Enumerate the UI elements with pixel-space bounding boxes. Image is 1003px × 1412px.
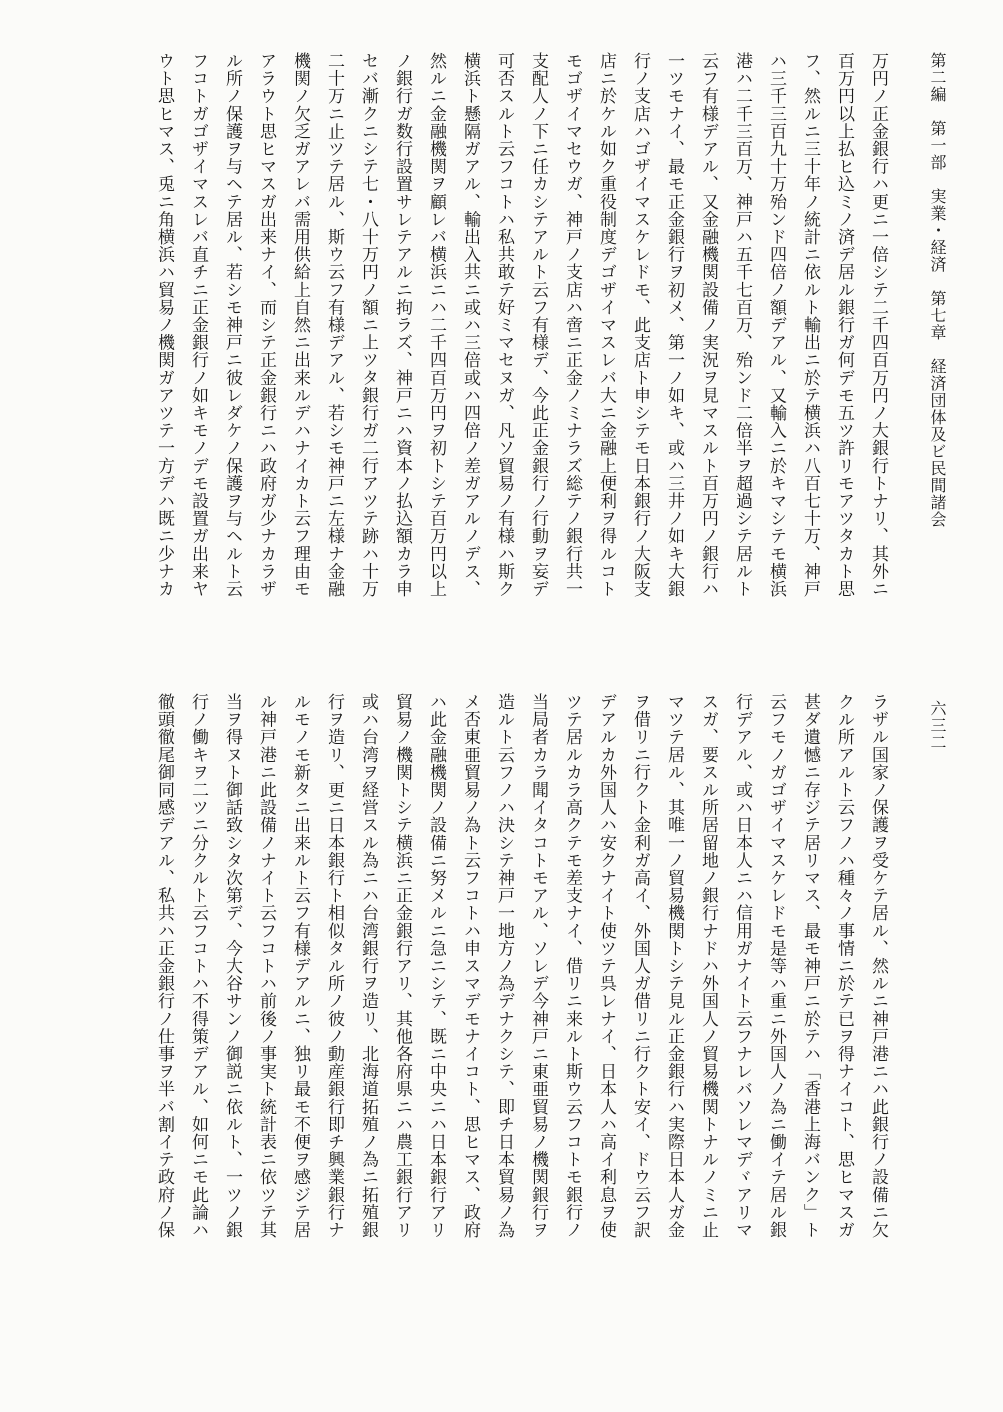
text-column: ハ此金融機関ノ設備ニ努メルニ急ニシテ、既ニ中央ニハ日本銀行アリ [426, 693, 446, 1239]
text-column: マツテ居ル、其唯一ノ貿易機関トシテ見ル正金銀行ハ実際日本人ガ金 [664, 693, 684, 1239]
upper-text-block [79, 52, 895, 665]
text-column: ヲ借リニ行クト金利ガ高イ、外国人ガ借リニ行クト安イ、ドウ云フ訳 [630, 693, 650, 1239]
text-column: メ否東亜貿易ノ為ト云フコトハ申スマデモナイコト、思ヒマス、政府 [460, 693, 480, 1239]
text-column: 一ツモナイ、最モ正金銀行ヲ初メ、第一ノ如キ、或ハ三井ノ如キ大銀 [664, 52, 684, 598]
text-column: フコトガゴザイマスレバ直チニ正金銀行ノ如キモノデモ設置ガ出来ヤ [188, 52, 208, 598]
text-column: 横浜ト懸隔ガアル、輸出入共ニ或ハ三倍或ハ四倍ノ差ガアルノデス、 [460, 52, 480, 598]
text-column: デアルカ外国人ハ安クナイト使ツテ呉レナイ、日本人ハ高イ利息ヲ使 [596, 693, 616, 1239]
text-column: 店ニ於ケル如ク重役制度デゴザイマスレバ大ニ金融上便利ヲ得ルコト [596, 52, 616, 598]
text-column: 行デアル、或ハ日本人ニハ信用ガナイト云フナレバソレマデヾアリマ [732, 693, 752, 1239]
text-column: ツテ居ルカラ高クテモ差支ナイ、借リニ来ルト斯ウ云フコトモ銀行ノ [562, 693, 582, 1239]
text-column: フ、然ルニ三十年ノ統計ニ依ルト輸出ニ於テ横浜ハ八百七十万、神戸 [800, 52, 820, 598]
text-column: 云フモノガゴザイマスケレドモ是等ハ重ニ外国人ノ為ニ働イテ居ル銀 [766, 693, 786, 1239]
text-column: ラザル国家ノ保護ヲ受ケテ居ル、然ルニ神戸港ニハ此銀行ノ設備ニ欠 [868, 693, 888, 1239]
text-column: 徹頭徹尾御同感デアル、私共ハ正金銀行ノ仕事ヲ半バ割イテ政府ノ保 [154, 693, 174, 1239]
text-column: 造ルト云フノハ決シテ神戸一地方ノ為デナクシテ、即チ日本貿易ノ為 [494, 693, 514, 1239]
text-column: ル所ノ保護ヲ与ヘテ居ル、若シモ神戸ニ彼レダケノ保護ヲ与ヘルト云 [222, 52, 242, 598]
text-column: 機関ノ欠乏ガアレバ需用供給上自然ニ出来ルデハナイカト云フ理由モ [290, 52, 310, 598]
text-column: 云フ有様デアル、又金融機関設備ノ実況ヲ見マスルト百万円ノ銀行ハ [698, 52, 718, 598]
text-column: 万円ノ正金銀行ハ更ニ一倍シテ二千四百万円ノ大銀行トナリ、其外ニ [868, 52, 888, 598]
text-column: ウト思ヒマス、兎ニ角横浜ハ貿易ノ機関ガアツテ一方デハ既ニ少ナカ [154, 52, 174, 598]
text-column: 港ハ二千三百万、神戸ハ五千七百万、殆ンド二倍半ヲ超過シテ居ルト [732, 52, 752, 598]
text-column: 当ヲ得ヌト御話致シタ次第デ、今大谷サンノ御説ニ依ルト、一ツノ銀 [222, 693, 242, 1239]
text-column: 行ヲ造リ、更ニ日本銀行ト相似タル所ノ彼ノ動産銀行即チ興業銀行ナ [324, 693, 344, 1239]
page-number: 六三二 [928, 700, 947, 751]
text-column: セバ漸クニシテ七・八十万円ノ額ニ上ツタ銀行ガ二行アツテ跡ハ十万 [358, 52, 378, 598]
running-header: 第二編 第一部 実業・経済 第七章 経済団体及ビ民間諸会 [928, 52, 947, 528]
text-column: ハ三千三百九十万殆ンド四倍ノ額デアル、又輸入ニ於キマシテモ横浜 [766, 52, 786, 598]
text-column: 或ハ台湾ヲ経営スル為ニハ台湾銀行ヲ造リ、北海道拓殖ノ為ニ拓殖銀 [358, 693, 378, 1239]
text-column: ノ銀行ガ数行設置サレテアルニ拘ラズ、神戸ニハ資本ノ払込額カラ申 [392, 52, 412, 598]
lower-text-block [79, 693, 895, 1306]
text-column: ル神戸港ニ此設備ノナイト云フコトハ前後ノ事実ト統計表ニ依ツテ其 [256, 693, 276, 1239]
text-column: アラウト思ヒマスガ出来ナイ、而シテ正金銀行ニハ政府ガ少ナカラザ [256, 52, 276, 598]
text-column: 支配人ノ下ニ任カシテアルト云フ有様デ、今此正金銀行ノ行動ヲ妄デ [528, 52, 548, 598]
text-column: 貿易ノ機関トシテ横浜ニ正金銀行アリ、其他各府県ニハ農工銀行アリ [392, 693, 412, 1239]
text-column: 可否スルト云フコトハ私共敢テ好ミマセヌガ、凡ソ貿易ノ有様ハ斯ク [494, 52, 514, 598]
text-column: クル所アルト云フノハ種々ノ事情ニ於テ已ヲ得ナイコト、思ヒマスガ [834, 693, 854, 1239]
text-column: 百万円以上払ヒ込ミノ済デ居ル銀行ガ何デモ五ツ許リモアツタカト思 [834, 52, 854, 598]
text-column: モゴザイマセウガ、神戸ノ支店ハ啻ニ正金ノミナラズ総テノ銀行共一 [562, 52, 582, 598]
text-column: スガ、要スル所居留地ノ銀行ナドハ外国人ノ貿易機関トナルノミニ止 [698, 693, 718, 1239]
text-column: 甚ダ遺憾ニ存ジテ居リマス、最モ神戸ニ於テハ「香港上海バンク」ト [800, 693, 820, 1239]
text-column: 当局者カラ聞イタコトモアル、ソレデ今神戸ニ東亜貿易ノ機関銀行ヲ [528, 693, 548, 1239]
text-column: ルモノモ新タニ出来ルト云フ有様デアルニ、独リ最モ不便ヲ感ジテ居 [290, 693, 310, 1239]
text-column: 行ノ働キヲ二ツニ分クルト云フコトハ不得策デアル、如何ニモ此論ハ [188, 693, 208, 1239]
text-column: 行ノ支店ハゴザイマスケレドモ、此支店ト申シテモ日本銀行ノ大阪支 [630, 52, 650, 598]
text-column: 二十万ニ止ツテ居ル、斯ウ云フ有様デアル、若シモ神戸ニ左様ナ金融 [324, 52, 344, 598]
text-column: 然ルニ金融機関ヲ顧レバ横浜ニハ二千四百万円ヲ初トシテ百万円以上 [426, 52, 446, 598]
